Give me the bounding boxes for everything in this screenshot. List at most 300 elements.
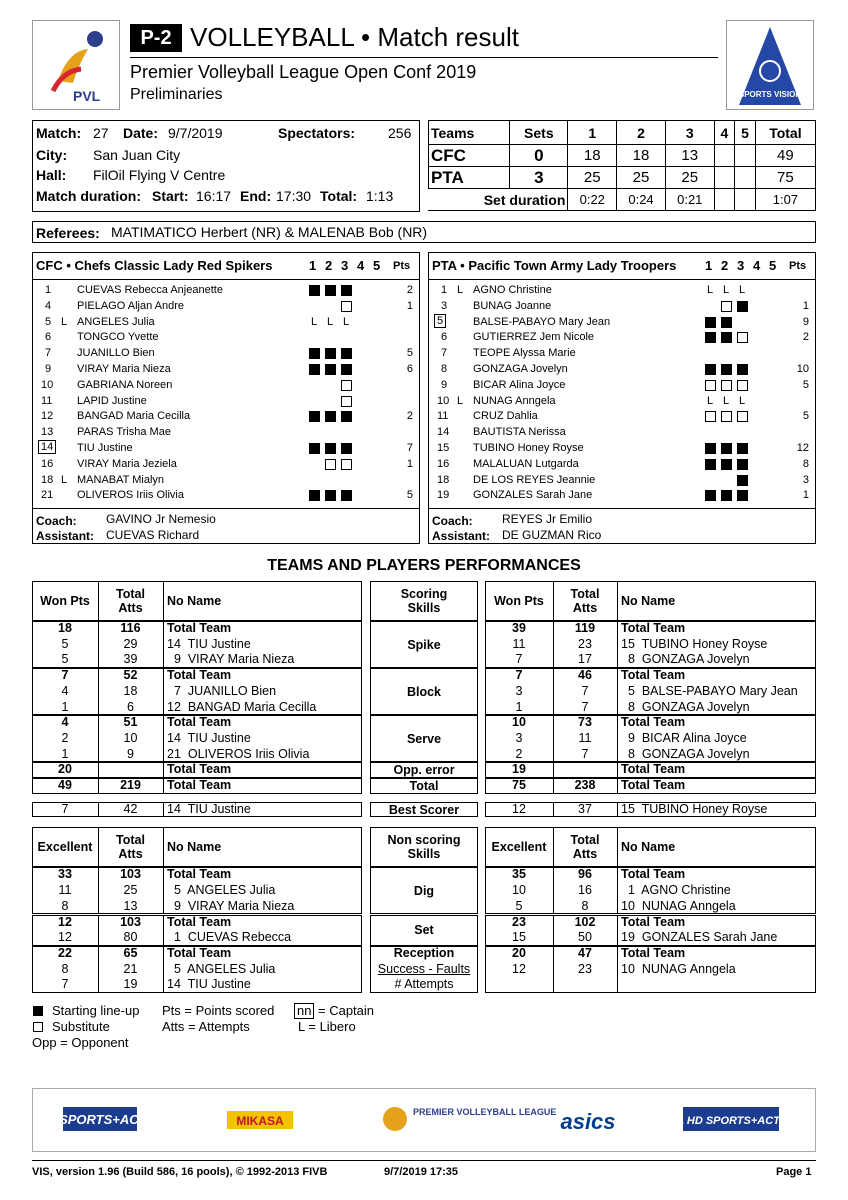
sports-vision-logo-box xyxy=(726,20,814,110)
team-b-col-1: 1 xyxy=(705,258,713,273)
th-set5: 5 xyxy=(735,121,756,145)
player-number: 13 xyxy=(41,426,54,439)
table-col-line xyxy=(617,715,618,762)
starter-square-icon xyxy=(737,301,748,312)
starter-square-icon xyxy=(705,332,716,343)
svg-text:MIKASA: MIKASA xyxy=(236,1114,284,1128)
player-name xyxy=(617,977,816,993)
referees-label: Referees: xyxy=(36,225,100,241)
player-name: DE LOS REYES Jeannie xyxy=(473,473,596,486)
won-pts: 35 xyxy=(512,867,526,882)
team-a-sets: 0 xyxy=(510,145,568,167)
player-name: BUNAG Joanne xyxy=(473,299,552,312)
total-atts: 23 xyxy=(578,636,592,651)
player-number: 16 xyxy=(437,457,450,470)
th-set4: 4 xyxy=(714,121,735,145)
substitute-square-icon xyxy=(325,459,336,470)
libero-mark: L xyxy=(457,394,464,407)
won-pts: 75 xyxy=(512,778,526,792)
team-b-assistant-label: Assistant: xyxy=(432,529,491,543)
libero-set-mark: L xyxy=(707,394,714,407)
starter-square-icon xyxy=(341,348,352,359)
player-points: 9 xyxy=(802,315,809,328)
header-first: Excellent xyxy=(37,840,93,855)
player-name: 1 CUEVAS Rebecca xyxy=(167,930,292,945)
header-name: No Name xyxy=(621,840,676,855)
player-name: 10 NUNAG Anngela xyxy=(621,961,736,976)
player-name: 9 VIRAY Maria Nieza xyxy=(167,652,295,667)
hall-value: FilOil Flying V Centre xyxy=(93,167,226,183)
svg-text:SPORTS VISION: SPORTS VISION xyxy=(738,90,802,99)
player-number: 19 xyxy=(437,489,450,502)
total-atts xyxy=(98,762,163,778)
skill-label: Opp. error xyxy=(393,763,455,778)
player-points: 5 xyxy=(802,410,809,423)
player-name: MANABAT Mialyn xyxy=(77,473,165,486)
won-pts: 22 xyxy=(58,945,72,960)
player-name: BALSE-PABAYO Mary Jean xyxy=(473,315,611,328)
set-duration-2: 0:24 xyxy=(617,189,666,211)
group-right xyxy=(485,778,816,794)
player-name: 19 GONZALES Sarah Jane xyxy=(621,930,778,945)
result-table xyxy=(428,120,816,211)
won-pts: 12 xyxy=(512,961,526,976)
starter-square-icon xyxy=(721,443,732,454)
won-pts: 7 xyxy=(61,668,69,683)
player-name: Total Team xyxy=(621,668,686,683)
sponsor-bar xyxy=(32,1088,816,1152)
libero-set-mark: L xyxy=(723,394,730,407)
team-a-s4 xyxy=(714,145,735,167)
player-name: VIRAY Maria Nieza xyxy=(77,363,171,375)
libero-set-mark: L xyxy=(707,284,714,296)
referees-names: MATIMATICO Herbert (NR) & MALENAB Bob (NR) xyxy=(111,224,428,240)
total-atts: 17 xyxy=(578,652,592,667)
table-col-line xyxy=(617,827,618,867)
player-points: 1 xyxy=(406,299,413,312)
legend-captain: = Captain xyxy=(318,1003,375,1018)
total-atts: 18 xyxy=(123,683,138,698)
svg-text:S+A SPORTS+ACTION: S+A SPORTS+ACTION xyxy=(33,1112,170,1127)
player-name: 10 NUNAG Anngela xyxy=(621,898,736,913)
lineup-row xyxy=(33,362,419,378)
player-name: TONGCO Yvette xyxy=(77,331,159,344)
player-name: 8 GONZAGA Jovelyn xyxy=(621,746,750,761)
team-b-s2: 25 xyxy=(617,167,666,189)
player-name: VIRAY Maria Jeziela xyxy=(77,457,177,470)
group-mid xyxy=(370,867,478,914)
player-name: Total Team xyxy=(621,914,686,929)
group-right xyxy=(485,621,816,668)
team-a-code: CFC xyxy=(429,145,510,167)
player-name: 14 TIU Justine xyxy=(167,977,251,992)
player-name: AGNO Christine xyxy=(473,284,552,296)
won-pts: 3 xyxy=(515,683,523,698)
total-atts: 11 xyxy=(578,730,592,745)
starter-square-icon xyxy=(341,443,352,454)
header-name: No Name xyxy=(621,594,676,608)
footer-page: Page 1 xyxy=(776,1166,812,1178)
player-name: 8 GONZAGA Jovelyn xyxy=(621,699,750,714)
table-col-line xyxy=(98,802,99,818)
legend-atts: Atts = Attempts xyxy=(162,1019,250,1034)
substitute-square-icon xyxy=(721,380,732,391)
won-pts: 4 xyxy=(61,683,69,698)
won-pts: 4 xyxy=(61,715,69,730)
total-atts xyxy=(553,762,617,778)
total-atts: 23 xyxy=(578,961,592,976)
total-atts: 21 xyxy=(123,961,138,976)
total-atts: 102 xyxy=(574,914,596,929)
won-pts: 15 xyxy=(512,930,526,945)
group-mid xyxy=(370,668,478,715)
team-b-coach: REYES Jr Emilio xyxy=(502,512,593,526)
lineup-row xyxy=(429,409,815,425)
table-col-line xyxy=(163,802,164,818)
substitute-square-icon xyxy=(737,380,748,391)
total-atts: 96 xyxy=(578,867,592,882)
player-points: 6 xyxy=(406,363,413,375)
total-atts: 65 xyxy=(123,945,138,960)
starter-square-icon xyxy=(737,459,748,470)
header-first: Won Pts xyxy=(494,594,544,608)
team-a-col-4: 4 xyxy=(357,258,365,273)
starter-square-icon xyxy=(341,411,352,422)
player-points: 1 xyxy=(802,489,809,502)
player-name: 5 BALSE-PABAYO Mary Jean xyxy=(621,683,798,698)
starter-square-icon xyxy=(721,459,732,470)
group-left xyxy=(32,715,362,762)
player-points: 1 xyxy=(406,457,413,470)
total-atts: 47 xyxy=(578,945,592,960)
won-pts xyxy=(485,977,553,993)
table-col-line xyxy=(163,778,164,794)
player-name: Total Team xyxy=(167,762,232,777)
group-right xyxy=(485,946,816,993)
team-a-assistant: CUEVAS Richard xyxy=(106,528,200,542)
starter-square-icon xyxy=(341,490,352,501)
total-atts: 8 xyxy=(581,898,589,913)
end-value: 17:30 xyxy=(276,188,312,204)
team-a-assistant-label: Assistant: xyxy=(36,529,95,543)
footer-timestamp: 9/7/2019 17:35 xyxy=(384,1166,459,1178)
player-number: 9 xyxy=(45,363,52,375)
libero-set-mark: L xyxy=(723,284,730,296)
player-points: 12 xyxy=(796,442,809,454)
team-b-code: PTA xyxy=(429,167,510,189)
won-pts: 1 xyxy=(515,699,523,714)
set-duration-3: 0:21 xyxy=(665,189,714,211)
group-right xyxy=(485,715,816,762)
table-col-line xyxy=(617,581,618,621)
libero-set-mark: L xyxy=(311,315,318,328)
starter-square-icon xyxy=(705,459,716,470)
table-col-line xyxy=(553,827,554,867)
player-number: 7 xyxy=(441,347,448,360)
player-number: 11 xyxy=(437,410,449,423)
player-name: Total Team xyxy=(621,762,686,777)
lineup-row xyxy=(33,457,419,473)
starter-square-icon xyxy=(721,364,732,375)
match-date: 9/7/2019 xyxy=(168,125,223,141)
won-pts: 8 xyxy=(61,961,69,976)
won-pts: 11 xyxy=(58,883,72,898)
spectators-value: 256 xyxy=(388,125,412,141)
table-col-line xyxy=(617,668,618,715)
match-label: Match: xyxy=(36,125,82,141)
won-pts: 19 xyxy=(512,762,526,777)
group-mid xyxy=(370,802,478,818)
skill-label: Spike xyxy=(407,637,441,652)
player-number: 4 xyxy=(45,299,52,312)
group-mid xyxy=(370,915,478,946)
table-col-line xyxy=(553,778,554,794)
total-atts: 50 xyxy=(578,930,592,945)
team-b-assistant: DE GUZMAN Rico xyxy=(502,528,602,542)
player-points: 7 xyxy=(406,442,413,454)
team-b-total: 75 xyxy=(755,167,815,189)
lineup-row xyxy=(33,346,419,362)
total-atts: 42 xyxy=(123,801,138,816)
player-name: TUBINO Honey Royse xyxy=(473,442,584,454)
table-col-line xyxy=(98,827,99,867)
team-a-s3: 13 xyxy=(665,145,714,167)
spectators-label: Spectators: xyxy=(278,125,356,141)
title-divider xyxy=(130,57,718,58)
won-pts: 10 xyxy=(512,715,526,730)
substitute-square-icon xyxy=(341,301,352,312)
substitute-square-icon xyxy=(341,380,352,391)
legend-opp: Opp = Opponent xyxy=(32,1035,129,1050)
starter-square-icon xyxy=(325,348,336,359)
starter-square-icon xyxy=(341,285,352,296)
table-col-line xyxy=(617,867,618,914)
legend-pts: Pts = Points scored xyxy=(162,1003,275,1018)
table-col-line xyxy=(163,715,164,762)
team-b-col-pts: Pts xyxy=(789,260,807,272)
table-col-line xyxy=(163,762,164,778)
total-atts: 10 xyxy=(123,730,138,745)
table-col-line xyxy=(98,762,99,778)
total-atts: 119 xyxy=(574,621,596,635)
table-col-line xyxy=(553,715,554,762)
starter-square-icon xyxy=(309,443,320,454)
starter-square-icon xyxy=(721,332,732,343)
player-name: OLIVEROS Iriis Olivia xyxy=(77,489,184,502)
won-pts: 11 xyxy=(512,636,526,651)
substitute-icon xyxy=(33,1022,43,1032)
table-col-line xyxy=(163,915,164,946)
starter-square-icon xyxy=(737,490,748,501)
player-name: MALALUAN Lutgarda xyxy=(473,457,579,470)
player-name: 5 ANGELES Julia xyxy=(167,883,276,898)
player-name: GONZAGA Jovelyn xyxy=(473,363,568,375)
total-atts: 7 xyxy=(581,699,589,714)
player-points: 5 xyxy=(406,489,413,502)
team-b-s3: 25 xyxy=(665,167,714,189)
group-mid xyxy=(370,621,478,668)
table-col-line xyxy=(553,621,554,668)
starter-square-icon xyxy=(737,443,748,454)
player-number: 8 xyxy=(441,363,448,375)
player-name: Total Team xyxy=(167,668,232,683)
player-number: 21 xyxy=(41,489,54,502)
hall-label: Hall: xyxy=(36,167,67,183)
won-pts: 5 xyxy=(61,652,69,667)
starter-square-icon xyxy=(737,475,748,486)
total-value: 1:13 xyxy=(366,188,394,204)
player-number: 6 xyxy=(441,331,448,344)
mikasa-logo xyxy=(227,1111,293,1129)
sports-action-logo xyxy=(33,1107,170,1131)
lineup-row xyxy=(429,346,815,362)
page-code-badge: P-2 xyxy=(130,24,182,52)
team-b-s5 xyxy=(735,167,756,189)
player-name: Total Team xyxy=(167,778,232,792)
header-mid xyxy=(370,581,478,621)
player-name: TIU Justine xyxy=(77,442,133,454)
group-right xyxy=(485,802,816,818)
total-atts: 6 xyxy=(127,699,134,714)
player-number: 9 xyxy=(441,378,448,391)
th-set2: 2 xyxy=(617,121,666,145)
table-col-line xyxy=(98,581,99,621)
group-mid xyxy=(370,715,478,762)
table-col-line xyxy=(163,867,164,914)
table-col-line xyxy=(98,715,99,762)
team-b-col-5: 5 xyxy=(769,258,777,273)
won-pts: 7 xyxy=(515,668,523,683)
skill-label: # Attempts xyxy=(394,977,454,992)
team-b-lineup-box xyxy=(428,252,816,544)
won-pts: 5 xyxy=(61,636,69,651)
total-label: Total: xyxy=(320,188,358,204)
player-points: 5 xyxy=(406,347,413,360)
player-name: 5 ANGELES Julia xyxy=(167,961,276,976)
lineup-row xyxy=(429,457,815,473)
header-first: Won Pts xyxy=(40,594,90,608)
team-a-total: 49 xyxy=(755,145,815,167)
player-name: PARAS Trisha Mae xyxy=(77,426,171,439)
svg-text:asics: asics xyxy=(560,1109,616,1134)
table-col-line xyxy=(163,668,164,715)
lineup-row xyxy=(429,441,815,457)
starter-square-icon xyxy=(309,490,320,501)
libero-mark: L xyxy=(457,284,464,296)
total-atts: 29 xyxy=(123,636,138,651)
phase-name: Preliminaries xyxy=(130,86,223,103)
svg-text:PREMIER VOLLEYBALL LEAGUE: PREMIER VOLLEYBALL LEAGUE xyxy=(413,1107,557,1117)
player-name: Total Team xyxy=(621,715,686,730)
team-b-col-4: 4 xyxy=(753,258,761,273)
skill-label: Best Scorer xyxy=(388,802,460,817)
group-right xyxy=(485,668,816,715)
lineup-row xyxy=(33,378,419,394)
won-pts: 1 xyxy=(61,746,69,761)
player-name: 14 TIU Justine xyxy=(167,801,251,816)
player-name: Total Team xyxy=(621,778,686,792)
group-left xyxy=(32,778,362,794)
player-name: BICAR Alina Joyce xyxy=(473,378,566,391)
starter-square-icon xyxy=(325,364,336,375)
lineup-row xyxy=(429,362,815,378)
player-number: 11 xyxy=(41,394,53,407)
player-name: Total Team xyxy=(621,621,686,635)
footer-rule xyxy=(32,1160,816,1161)
player-name: NUNAG Anngela xyxy=(473,394,556,407)
player-name: Total Team xyxy=(621,867,686,882)
match-number: 27 xyxy=(93,125,109,141)
svg-text:S+A HD SPORTS+ACTION: S+A HD SPORTS+ACTION xyxy=(662,1115,800,1127)
player-number: 16 xyxy=(41,457,54,470)
won-pts: 3 xyxy=(515,730,523,745)
group-left xyxy=(32,867,362,914)
player-name: Total Team xyxy=(167,867,232,882)
team-b-player-list xyxy=(429,283,815,505)
player-number: 15 xyxy=(437,442,450,454)
team-a-s1: 18 xyxy=(568,145,617,167)
player-points: 2 xyxy=(406,410,413,423)
player-name: 12 BANGAD Maria Cecilla xyxy=(167,699,317,714)
lineup-row xyxy=(429,378,815,394)
won-pts: 12 xyxy=(58,930,72,945)
player-points: 10 xyxy=(796,363,809,375)
start-value: 16:17 xyxy=(196,188,232,204)
total-atts: 80 xyxy=(123,930,138,945)
player-name: 14 TIU Justine xyxy=(167,636,251,651)
sponsor-logos xyxy=(33,1089,815,1151)
header-total: Total Atts xyxy=(570,587,600,615)
table-col-line xyxy=(553,802,554,818)
won-pts: 2 xyxy=(61,730,69,745)
set-duration-total: 1:07 xyxy=(755,189,815,211)
table-col-line xyxy=(553,915,554,946)
table-col-line xyxy=(98,668,99,715)
th-set1: 1 xyxy=(568,121,617,145)
starter-square-icon xyxy=(721,490,732,501)
lineup-row xyxy=(429,394,815,410)
skill-label: Set xyxy=(414,923,434,938)
header-first: Excellent xyxy=(491,840,547,855)
won-pts: 12 xyxy=(512,801,526,816)
starter-square-icon xyxy=(705,443,716,454)
total-atts: 13 xyxy=(123,898,138,913)
lineup-row xyxy=(33,315,419,331)
player-name: GUTIERREZ Jem Nicole xyxy=(473,331,595,344)
table-col-line xyxy=(98,867,99,914)
total-atts: 103 xyxy=(120,867,141,882)
libero-mark: L xyxy=(61,473,68,486)
lineup-row xyxy=(429,425,815,441)
player-number: 7 xyxy=(45,347,52,360)
table-col-line xyxy=(553,581,554,621)
table-col-line xyxy=(617,621,618,668)
lineup-row xyxy=(429,299,815,315)
skill-label: Success - Faults xyxy=(377,961,471,976)
th-sets: Sets xyxy=(510,121,568,145)
table-col-line xyxy=(617,778,618,794)
won-pts: 33 xyxy=(58,867,72,882)
total-atts: 19 xyxy=(123,977,138,992)
substitute-square-icon xyxy=(341,396,352,407)
player-name: Total Team xyxy=(167,715,232,730)
player-name: Total Team xyxy=(167,621,232,635)
hdr-cell xyxy=(32,585,98,625)
table-col-line xyxy=(163,581,164,621)
starter-square-icon xyxy=(325,490,336,501)
lineup-row xyxy=(33,394,419,410)
substitute-square-icon xyxy=(705,380,716,391)
